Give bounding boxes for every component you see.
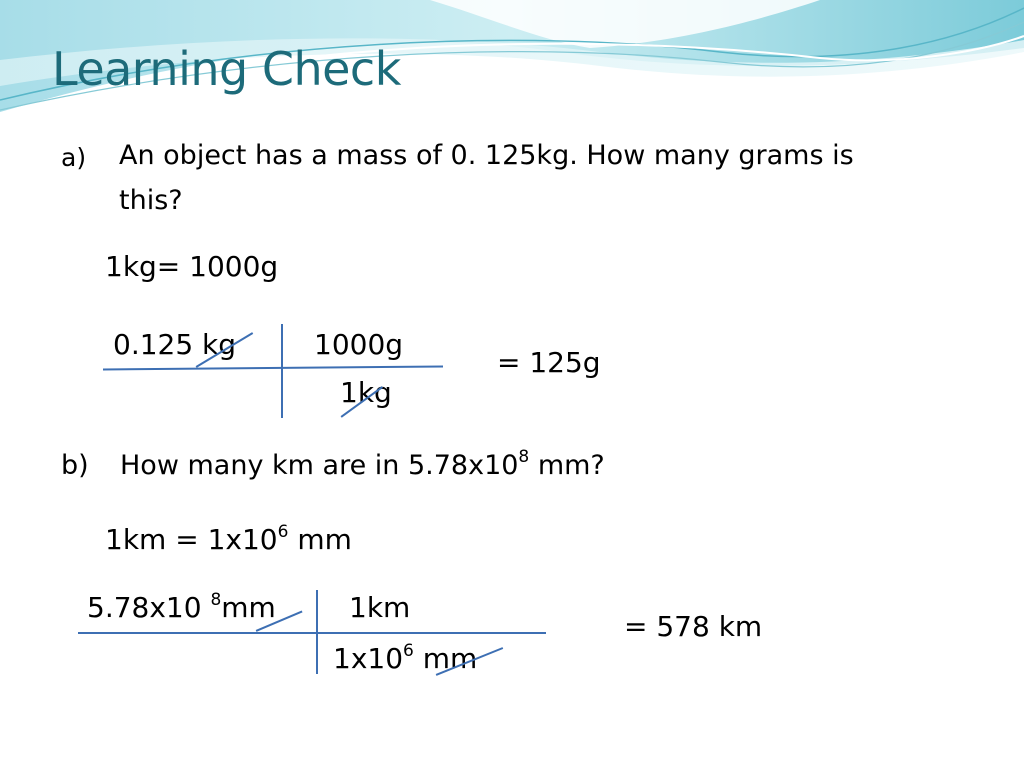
question-b-horizontal-rule xyxy=(78,632,546,634)
question-b-text-after: mm? xyxy=(529,450,605,481)
question-a-denominator-right: 1kg xyxy=(340,376,392,409)
question-b-denominator-right-exponent: 6 xyxy=(403,641,414,661)
question-b-text-before: How many km are in 5.78x10 xyxy=(120,450,519,481)
question-b-equivalence-exponent: 6 xyxy=(277,522,289,542)
question-b-denominator-right xyxy=(333,642,477,675)
question-b-numerator-right: 1km xyxy=(349,591,411,624)
question-b-marker: b) xyxy=(61,450,89,481)
question-b-denominator-right-after: mm xyxy=(413,642,478,675)
question-b-equivalence-after: mm xyxy=(288,523,352,556)
question-b-text-exponent: 8 xyxy=(518,447,530,467)
question-a-line2: this? xyxy=(119,185,183,216)
question-a-answer: = 125g xyxy=(497,346,601,379)
question-b-vertical-rule xyxy=(316,590,318,674)
question-b-numerator-left-exponent: 8 xyxy=(210,590,222,610)
question-a-numerator-right: 1000g xyxy=(314,328,404,361)
slide-title: Learning Check xyxy=(52,42,401,96)
question-b-denominator-right-before: 1x10 xyxy=(333,642,404,675)
question-b-text xyxy=(120,444,605,488)
question-a-marker: a) xyxy=(61,143,87,172)
question-a-horizontal-rule xyxy=(103,366,443,370)
question-a-equivalence: 1kg= 1000g xyxy=(105,250,279,283)
question-b-numerator-left-before: 5.78x10 xyxy=(87,591,211,624)
question-b-numerator-left xyxy=(87,591,276,624)
question-b-equivalence xyxy=(105,523,352,556)
question-a-numerator-left: 0.125 kg xyxy=(113,328,237,361)
question-b-equivalence-before: 1km = 1x10 xyxy=(105,523,278,556)
question-a-line1: An object has a mass of 0. 125kg. How many grams is xyxy=(119,140,854,171)
question-b-numerator-left-after: mm xyxy=(221,591,276,624)
question-a-vertical-rule xyxy=(281,324,283,418)
question-b-answer: = 578 km xyxy=(624,610,763,643)
